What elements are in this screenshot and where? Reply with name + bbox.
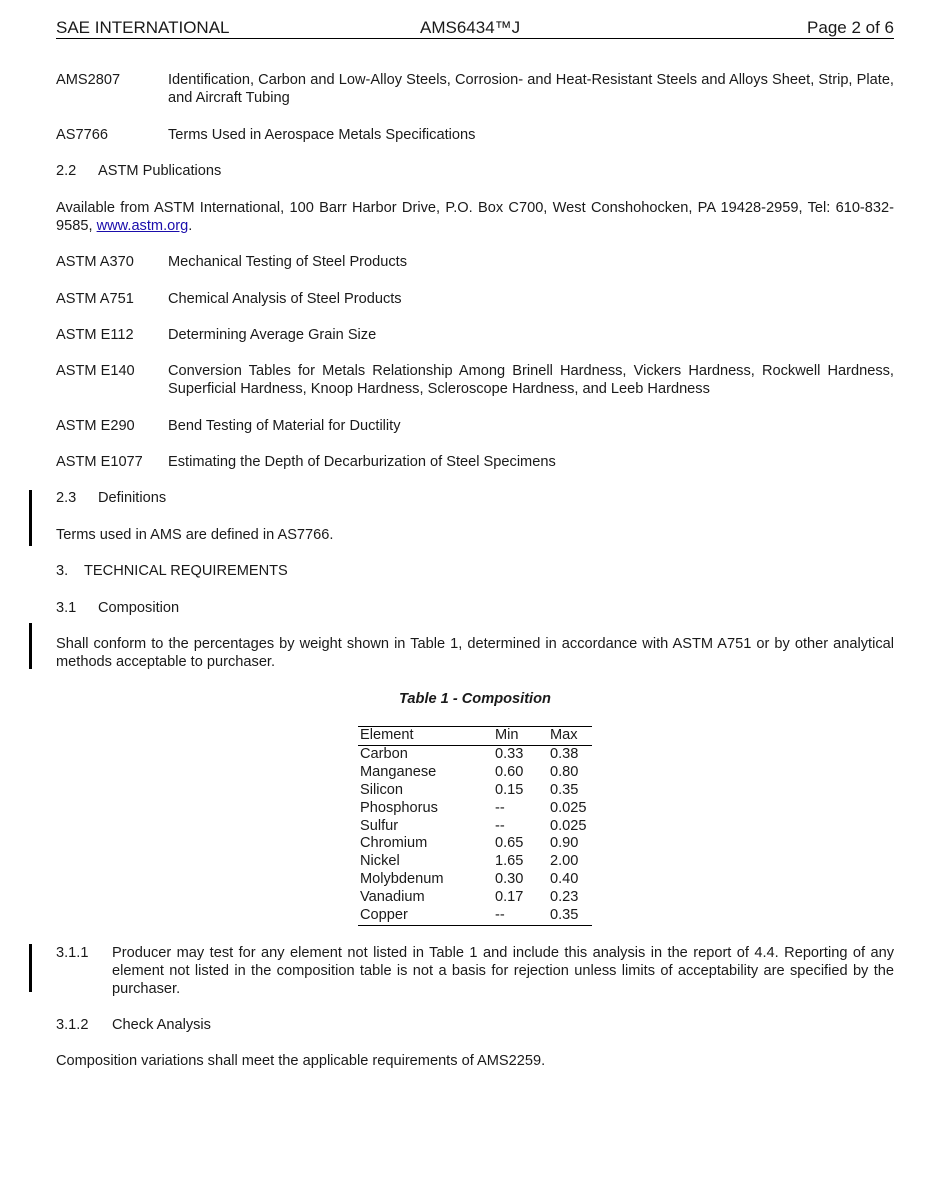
element-cell: Phosphorus (360, 799, 438, 816)
change-bar (29, 944, 32, 992)
section-heading-3 (56, 562, 288, 580)
section-number: 2.2 (56, 163, 77, 179)
min-cell: 0.65 (495, 835, 524, 852)
max-cell: 0.35 (550, 781, 579, 798)
reference-description: Conversion Tables for Metals Relationship Among Brinell Hardness, Vickers Hardness, Rockwell Hardness, Superficial Hardness, Knoop Hardness, Scleroscope Hardness, and Leeb Hardness (168, 363, 894, 397)
reference-code: AS7766 (56, 127, 108, 143)
table-header-row (358, 727, 592, 746)
change-bar (29, 490, 32, 546)
max-cell: 0.80 (550, 763, 579, 780)
max-cell: 0.90 (550, 835, 579, 852)
composition-paragraph: Shall conform to the percentages by weight shown in Table 1, determined in accordance with ASTM A751 or by other analytical methods acceptable to purchaser. (56, 636, 894, 670)
table-row (358, 853, 592, 871)
max-cell: 0.38 (550, 745, 579, 762)
composition-table (358, 726, 592, 926)
table-title: Table 1 - Composition (399, 691, 551, 707)
table-row (358, 764, 592, 782)
section-number: 3.1 (56, 600, 77, 616)
column-header: Max (548, 727, 592, 746)
page-header (56, 17, 894, 39)
subsection-title: Check Analysis (112, 1017, 211, 1033)
reference-description: Bend Testing of Material for Ductility (168, 418, 401, 434)
max-cell: 0.025 (550, 799, 587, 816)
check-analysis-paragraph: Composition variations shall meet the applicable requirements of AMS2259. (56, 1053, 546, 1069)
reference-code: ASTM E140 (56, 363, 135, 379)
min-cell: 0.30 (495, 871, 524, 888)
reference-code: ASTM E1077 (56, 454, 143, 470)
element-cell: Chromium (360, 835, 428, 852)
column-header: Min (493, 727, 548, 746)
element-cell: Copper (358, 907, 493, 925)
reference-code: ASTM A751 (56, 291, 134, 307)
min-cell: -- (493, 907, 548, 925)
reference-item (56, 253, 894, 271)
change-bar (29, 623, 32, 669)
element-cell: Molybdenum (360, 871, 444, 888)
table-row (358, 782, 592, 800)
reference-code: ASTM E112 (56, 327, 134, 343)
element-cell: Vanadium (360, 889, 425, 906)
element-cell: Carbon (360, 745, 408, 762)
header-org: SAE INTERNATIONAL (56, 18, 230, 37)
subsection-3-1-1 (56, 944, 894, 998)
table-row (358, 835, 592, 853)
reference-description: Terms Used in Aerospace Metals Specifications (168, 127, 476, 143)
table-row (358, 818, 592, 836)
max-cell: 0.23 (550, 889, 579, 906)
header-doc-id: AMS6434™J (420, 18, 521, 37)
subsection-3-1-2 (56, 1016, 894, 1034)
reference-description: Mechanical Testing of Steel Products (168, 254, 408, 270)
min-cell: 0.60 (495, 763, 524, 780)
section-heading-2-3 (56, 489, 166, 507)
definitions-paragraph: Terms used in AMS are defined in AS7766. (56, 527, 334, 543)
section-title: ASTM Publications (98, 163, 222, 179)
element-cell: Silicon (360, 781, 403, 798)
astm-website-link[interactable]: www.astm.org (96, 218, 189, 234)
min-cell: 0.33 (495, 745, 524, 762)
reference-code: ASTM E290 (56, 418, 135, 434)
min-cell: 0.15 (495, 781, 524, 798)
element-cell: Sulfur (360, 817, 399, 834)
reference-item (56, 417, 894, 435)
reference-item (56, 362, 894, 398)
min-cell: 0.17 (495, 889, 524, 906)
element-cell: Nickel (360, 853, 400, 870)
section-number: 3.1.2 (56, 1017, 89, 1033)
element-cell: Manganese (360, 763, 437, 780)
max-cell: 0.35 (548, 907, 592, 925)
availability-text-end: . (188, 218, 193, 234)
min-cell: 1.65 (495, 853, 524, 870)
reference-description: Identification, Carbon and Low-Alloy Steels, Corrosion- and Heat-Resistant Steels and Alloys Sheet, Strip, Plate, and Aircraft Tubing (168, 72, 894, 106)
reference-item (56, 290, 894, 308)
astm-availability-paragraph (56, 199, 894, 235)
section-heading-2-2 (56, 162, 221, 180)
reference-description: Determining Average Grain Size (168, 327, 377, 343)
section-title: Definitions (98, 490, 167, 506)
min-cell: -- (495, 799, 505, 816)
section-title: TECHNICAL REQUIREMENTS (84, 563, 288, 579)
reference-item (56, 326, 894, 344)
reference-item (56, 71, 894, 107)
table-row (358, 889, 592, 907)
table-row (358, 745, 592, 763)
availability-text: Available from ASTM International, 100 Barr Harbor Drive, P.O. Box C700, West Conshohocken, PA 19428-2959, Tel: 610-832-9585, (56, 200, 894, 234)
reference-item (56, 126, 894, 144)
subsection-text: Producer may test for any element not listed in Table 1 and include this analysis in the report of 4.4. Reporting of any element not listed in the composition table is not a basis for rejection unless limits of acceptability are specified by the purchaser. (112, 945, 894, 997)
reference-code: AMS2807 (56, 72, 121, 88)
min-cell: -- (495, 817, 505, 834)
section-number: 2.3 (56, 490, 77, 506)
reference-code: ASTM A370 (56, 254, 134, 270)
section-heading-3-1 (56, 599, 179, 617)
reference-item (56, 453, 894, 471)
table-row (358, 907, 592, 925)
max-cell: 2.00 (550, 853, 579, 870)
max-cell: 0.025 (550, 817, 587, 834)
section-number: 3.1.1 (56, 945, 89, 961)
column-header: Element (358, 727, 493, 746)
table-row (358, 800, 592, 818)
section-title: Composition (98, 600, 180, 616)
table-row (358, 871, 592, 889)
header-page-number: Page 2 of 6 (807, 18, 894, 37)
section-number: 3. (56, 563, 69, 579)
max-cell: 0.40 (550, 871, 579, 888)
reference-description: Chemical Analysis of Steel Products (168, 291, 402, 307)
reference-description: Estimating the Depth of Decarburization of Steel Specimens (168, 454, 556, 470)
